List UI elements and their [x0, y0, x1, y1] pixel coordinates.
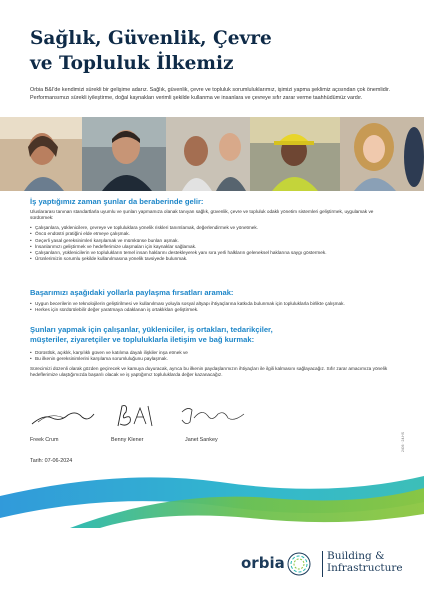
- section3-heading-line1: Şunları yapmak için çalışanlar, yükleniciler, iş ortakları, tedarikçiler,: [30, 325, 273, 334]
- division-name-line2: Infrastructure: [327, 562, 403, 574]
- section2-heading: Başarımızı aşağıdaki yollarla paylaşma fırsatları aramak:: [30, 288, 234, 297]
- photo-woman-curly-hair: [340, 117, 424, 191]
- section1-bullets-item: • Çalışanlara, yüklenicilere, çevreye ve topluluklara yönelik riskleri tanımlamak, değerlendirmek ve yönetmek.: [30, 225, 398, 231]
- section1-bullets-item: • İnsanlarımızı geliştirmek ve hedeflerimize ulaşmaları için kaynaklar sağlamak.: [30, 244, 398, 250]
- photo-group-meeting: [166, 117, 250, 191]
- division-name: [327, 550, 403, 574]
- orbia-wordmark: orbia: [241, 554, 285, 572]
- section1-heading: İş yaptığımız zaman şunlar da beraberinde gelir:: [30, 197, 204, 206]
- document-code: 2406 · 24.HS: [401, 432, 405, 452]
- section3-heading: [30, 325, 273, 345]
- page-title-line2: ve Topluluk İlkemiz: [30, 53, 234, 74]
- closing-paragraph: Sürecimizi düzenli olarak gözden geçirecek ve kamuya duyuracak, ayrıca bu ilkenin paydaşlarımızın ihtiyaçları ile ilgili kalmasını sağlayacağız. Sıfır zarar amacımıza yönelik hedeflerimize ulaştığımızda başarılı olacak ve iş yaptığımız topluluklarda değer kazanacağız.: [30, 366, 388, 378]
- section2-bullets-item: • Uygun becerilerin ve teknolojilerin geliştirilmesi ve kullanılması yoluyla sosyal altyapı ihtiyaçlarına katkıda bulunmak için topluluklarla birlikte çalışmak.: [30, 301, 398, 307]
- section1-bullets: [30, 225, 398, 263]
- signature-freek-crum: [30, 402, 96, 428]
- document-date: Tarih: 07-06-2024: [30, 458, 73, 464]
- section1-lead: Uluslararası tanınan standartlarla uyumlu ve şunları yapmamıza olanak tanıyan sağlık, güvenlik, çevre ve topluluk odaklı yönetim sistemleri geliştirmek, uygulamak ve sürdürmek:: [30, 209, 374, 221]
- page-title: [30, 26, 310, 76]
- section3-heading-line2: müşteriler, ziyaretçiler ve topluluklarla iletişim ve bağ kurmak:: [30, 335, 255, 344]
- photo-worker-woman: [0, 117, 82, 191]
- section3-bullets: [30, 350, 398, 363]
- section2-bullets-item: • Herkes için sürdürülebilir değer yaratmaya odaklanan iş ortaklıkları geliştirmek.: [30, 307, 398, 313]
- decorative-waves: [0, 462, 424, 528]
- signer-name-1: Freek Crum: [30, 437, 59, 443]
- signature-janet-sankey: [178, 402, 248, 428]
- photo-man-smiling: [82, 117, 166, 191]
- section1-bullets-item: • Geçerli yasal gereksinimleri karşılamak ve mümkünse bunları aşmak.: [30, 238, 398, 244]
- division-name-line1: Building &: [327, 550, 385, 562]
- section1-bullets-item: • Çalışanların, yüklenicilerin ve toplulukların temel insan haklarını destekleyerek yanı sıra yerli halkların geleneksel haklarına saygı göstermek.: [30, 250, 398, 256]
- section1-bullets-item: • Ürünlerimizin sorumlu şekilde kullanılmasına yönelik tavsiyede bulunmak.: [30, 256, 398, 262]
- photo-engineer-helmet: [250, 117, 340, 191]
- section3-bullets-item: • Bu ilkenin gereksinimlerini karşılama sorumluluğunu paylaşmak.: [30, 356, 398, 362]
- logo-divider: [322, 551, 323, 577]
- section1-bullets-item: • Öncü endüstri pratiğini elde etmeye çalışmak.: [30, 231, 398, 237]
- section2-bullets: [30, 301, 398, 314]
- signer-name-2: Benny Klener: [111, 437, 144, 443]
- section3-bullets-item: • Dürüstlük, açıklık, karşılıklı güven ve katılıma dayalı ilişkiler inşa etmek ve: [30, 350, 398, 356]
- people-photo-band: [0, 117, 424, 191]
- signer-name-3: Janet Sankey: [185, 437, 218, 443]
- intro-paragraph: Orbia B&I'de kendimizi sürekli bir gelişime adarız. Sağlık, güvenlik, çevre ve topluluk sorumluluklarımız, işimizi yapma şeklimiz açısından çok önemlidir. Performansımızı sürekli iyileştirme, doğal kaynakları verimli şekilde kullanma ve insanlara ve çevreye sıfır zarar verme taahhüdümüz vardır.: [30, 87, 390, 102]
- signature-benny-klener: [112, 402, 162, 428]
- page-title-line1: Sağlık, Güvenlik, Çevre: [30, 28, 272, 49]
- orbia-logo-icon: [283, 548, 315, 580]
